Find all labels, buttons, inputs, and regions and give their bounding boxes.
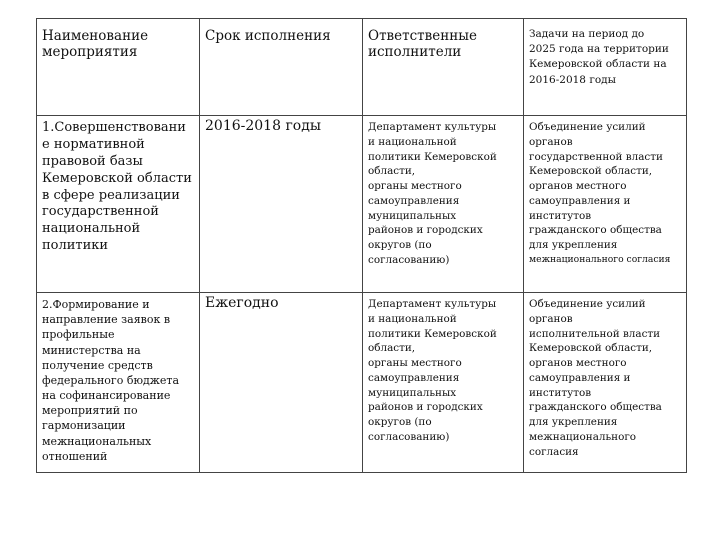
- row-2-term: Ежегодно: [200, 293, 363, 473]
- header-term: Срок исполнения: [200, 19, 363, 116]
- measures-table: [36, 18, 687, 473]
- table-header-row: [37, 19, 687, 116]
- row-2-name: 2.Формирование и направление заявок в профильные министерства на получение средств федерального бюджета на софинансирование мероприятий по гармонизации межнациональных отношений: [37, 293, 200, 473]
- row-1-executors: Департамент культуры и национальной политики Кемеровской области, органы местного самоуправления муниципальных районов и городских округов (по согласованию): [363, 116, 524, 293]
- row-1-tasks: Объединение усилий органов государственной власти Кемеровской области, органов местного самоуправления и институтов гражданского общества для укрепления межнационального согласия: [524, 116, 687, 293]
- header-name: Наименование мероприятия: [37, 19, 200, 116]
- row-2-tasks: Объединение усилий органов исполнительной власти Кемеровской области, органов местного самоуправления и институтов гражданского общества для укрепления межнационального согласия: [524, 293, 687, 473]
- table-row: [37, 116, 687, 293]
- table-row: [37, 293, 687, 473]
- row-1-name: 1.Совершенствовани е нормативной правовой базы Кемеровской области в сфере реализации государственной национальной политики: [37, 116, 200, 293]
- header-executors: Ответственные исполнители: [363, 19, 524, 116]
- row-2-executors: Департамент культуры и национальной политики Кемеровской области, органы местного самоуправления муниципальных районов и городских округов (по согласованию): [363, 293, 524, 473]
- row-1-tasks-tail: межнационального согласия: [529, 253, 671, 265]
- row-1-term: 2016-2018 годы: [200, 116, 363, 293]
- header-tasks: Задачи на период до 2025 года на территории Кемеровской области на 2016-2018 годы: [524, 19, 687, 116]
